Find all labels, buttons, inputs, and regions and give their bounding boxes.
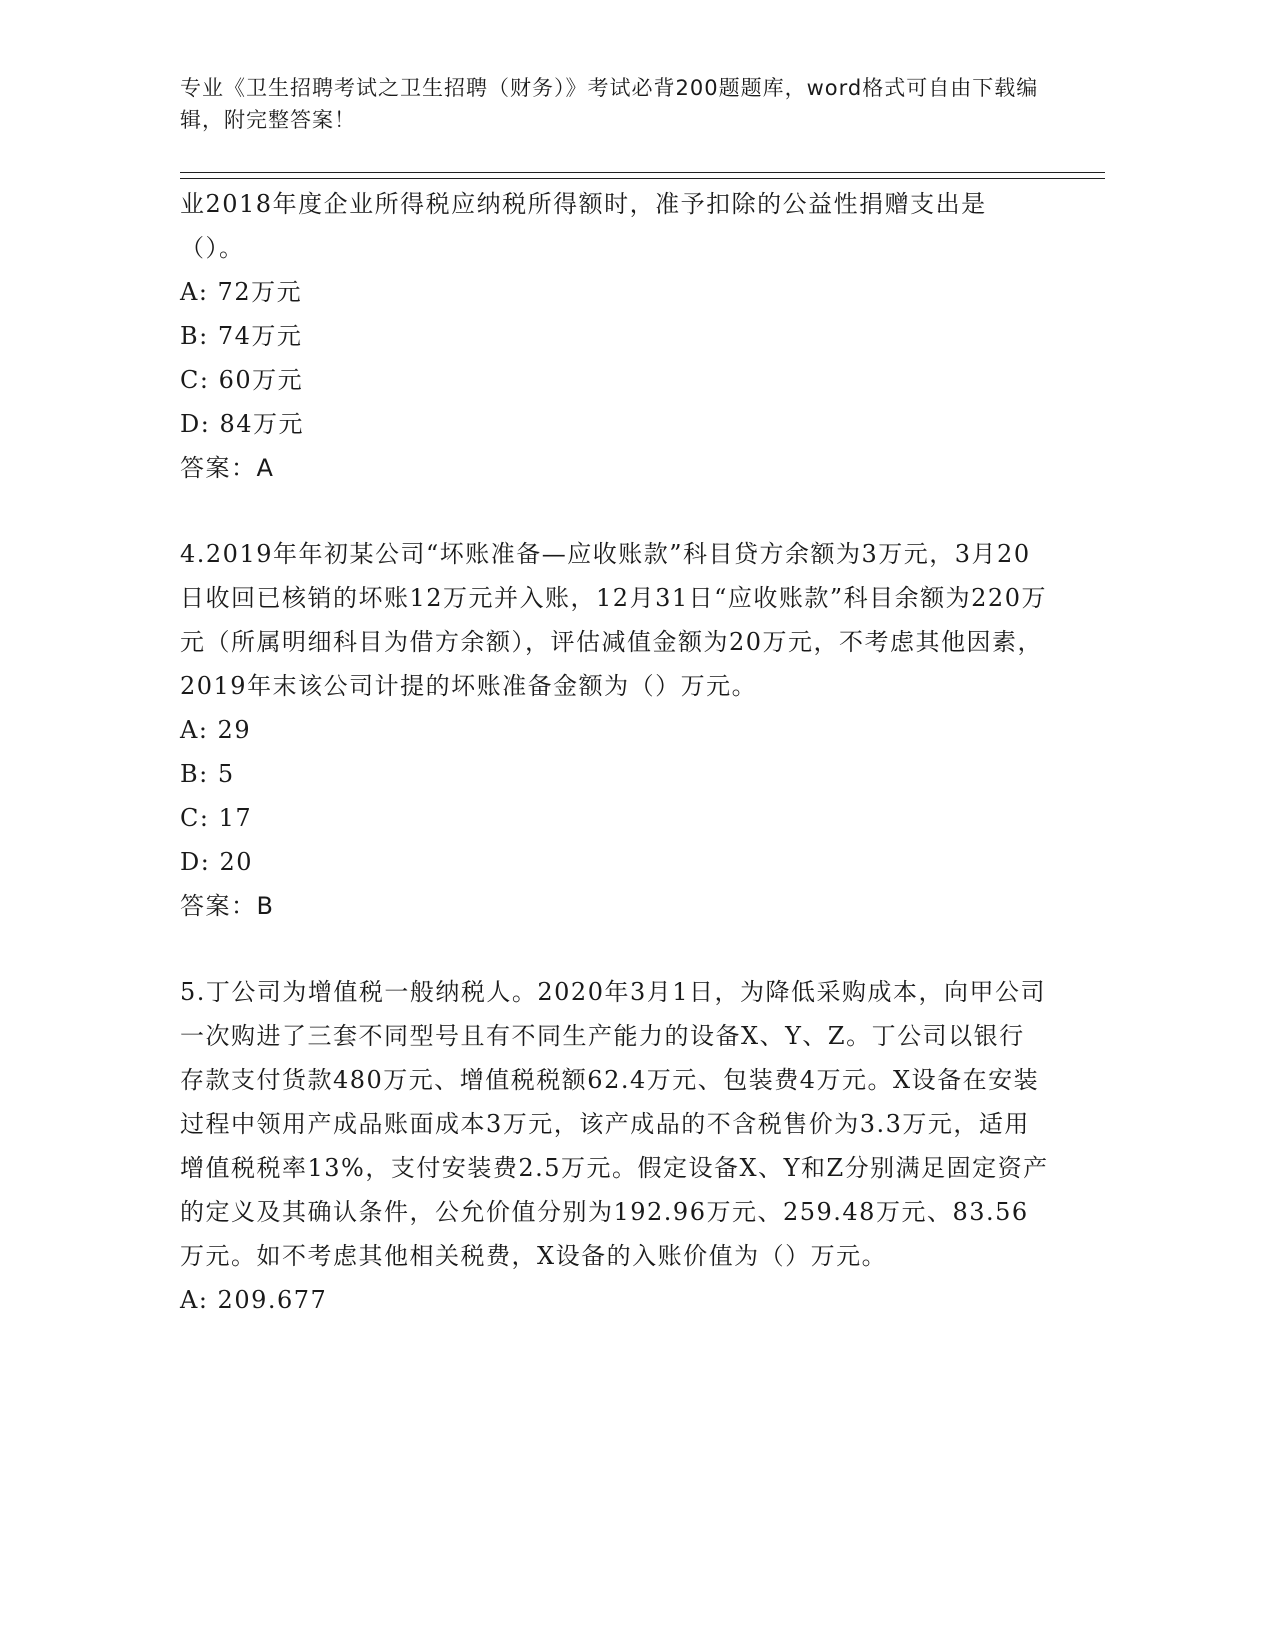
option-a: A: 72万元 bbox=[180, 278, 303, 306]
header-divider-top bbox=[180, 172, 1105, 173]
option-a: A: 209.677 bbox=[180, 1286, 328, 1314]
spacer bbox=[180, 928, 1050, 970]
option-d: D: 20 bbox=[180, 848, 253, 876]
header-divider-bottom bbox=[180, 178, 1105, 179]
option-b: B: 74万元 bbox=[180, 322, 303, 350]
question-content bbox=[180, 182, 1050, 1322]
spacer bbox=[180, 490, 1050, 532]
option-d: D: 84万元 bbox=[180, 410, 304, 438]
answer-label: 答案：A bbox=[180, 454, 275, 482]
question-3 bbox=[180, 182, 1050, 490]
question-text: 业2018年度企业所得税应纳税所得额时，准予扣除的公益性捐赠支出是（）。 bbox=[180, 190, 987, 262]
option-a: A: 29 bbox=[180, 716, 252, 744]
question-text: 5.丁公司为增值税一般纳税人。2020年3月1日，为降低采购成本，向甲公司一次购进了三套不同型号且有不同生产能力的设备X、Y、Z。丁公司以银行存款支付货款480万元、增值税税额62.4万元、包装费4万元。X设备在安装过程中领用产成品账面成本3万元，该产成品的不含税售价为3.3万元，适用增值税税率13%，支付安装费2.5万元。假定设备X、Y和Z分别满足固定资产的定义及其确认条件，公允价值分别为192.96万元、259.48万元、83.56万元。如不考虑其他相关税费，X设备的入账价值为（）万元。 bbox=[180, 978, 1049, 1270]
option-b: B: 5 bbox=[180, 760, 235, 788]
option-c: C: 60万元 bbox=[180, 366, 304, 394]
document-header: 专业《卫生招聘考试之卫生招聘（财务）》考试必背200题题库，word格式可自由下载编辑，附完整答案！ bbox=[180, 76, 1039, 132]
question-4 bbox=[180, 532, 1050, 928]
question-5 bbox=[180, 970, 1050, 1322]
option-c: C: 17 bbox=[180, 804, 253, 832]
answer-label: 答案：B bbox=[180, 892, 275, 920]
question-text: 4.2019年年初某公司“坏账准备—应收账款”科目贷方余额为3万元，3月20日收回已核销的坏账12万元并入账，12月31日“应收账款”科目余额为220万元（所属明细科目为借方余额），评估减值金额为20万元，不考虑其他因素，2019年末该公司计提的坏账准备金额为（）万元。 bbox=[180, 540, 1047, 700]
